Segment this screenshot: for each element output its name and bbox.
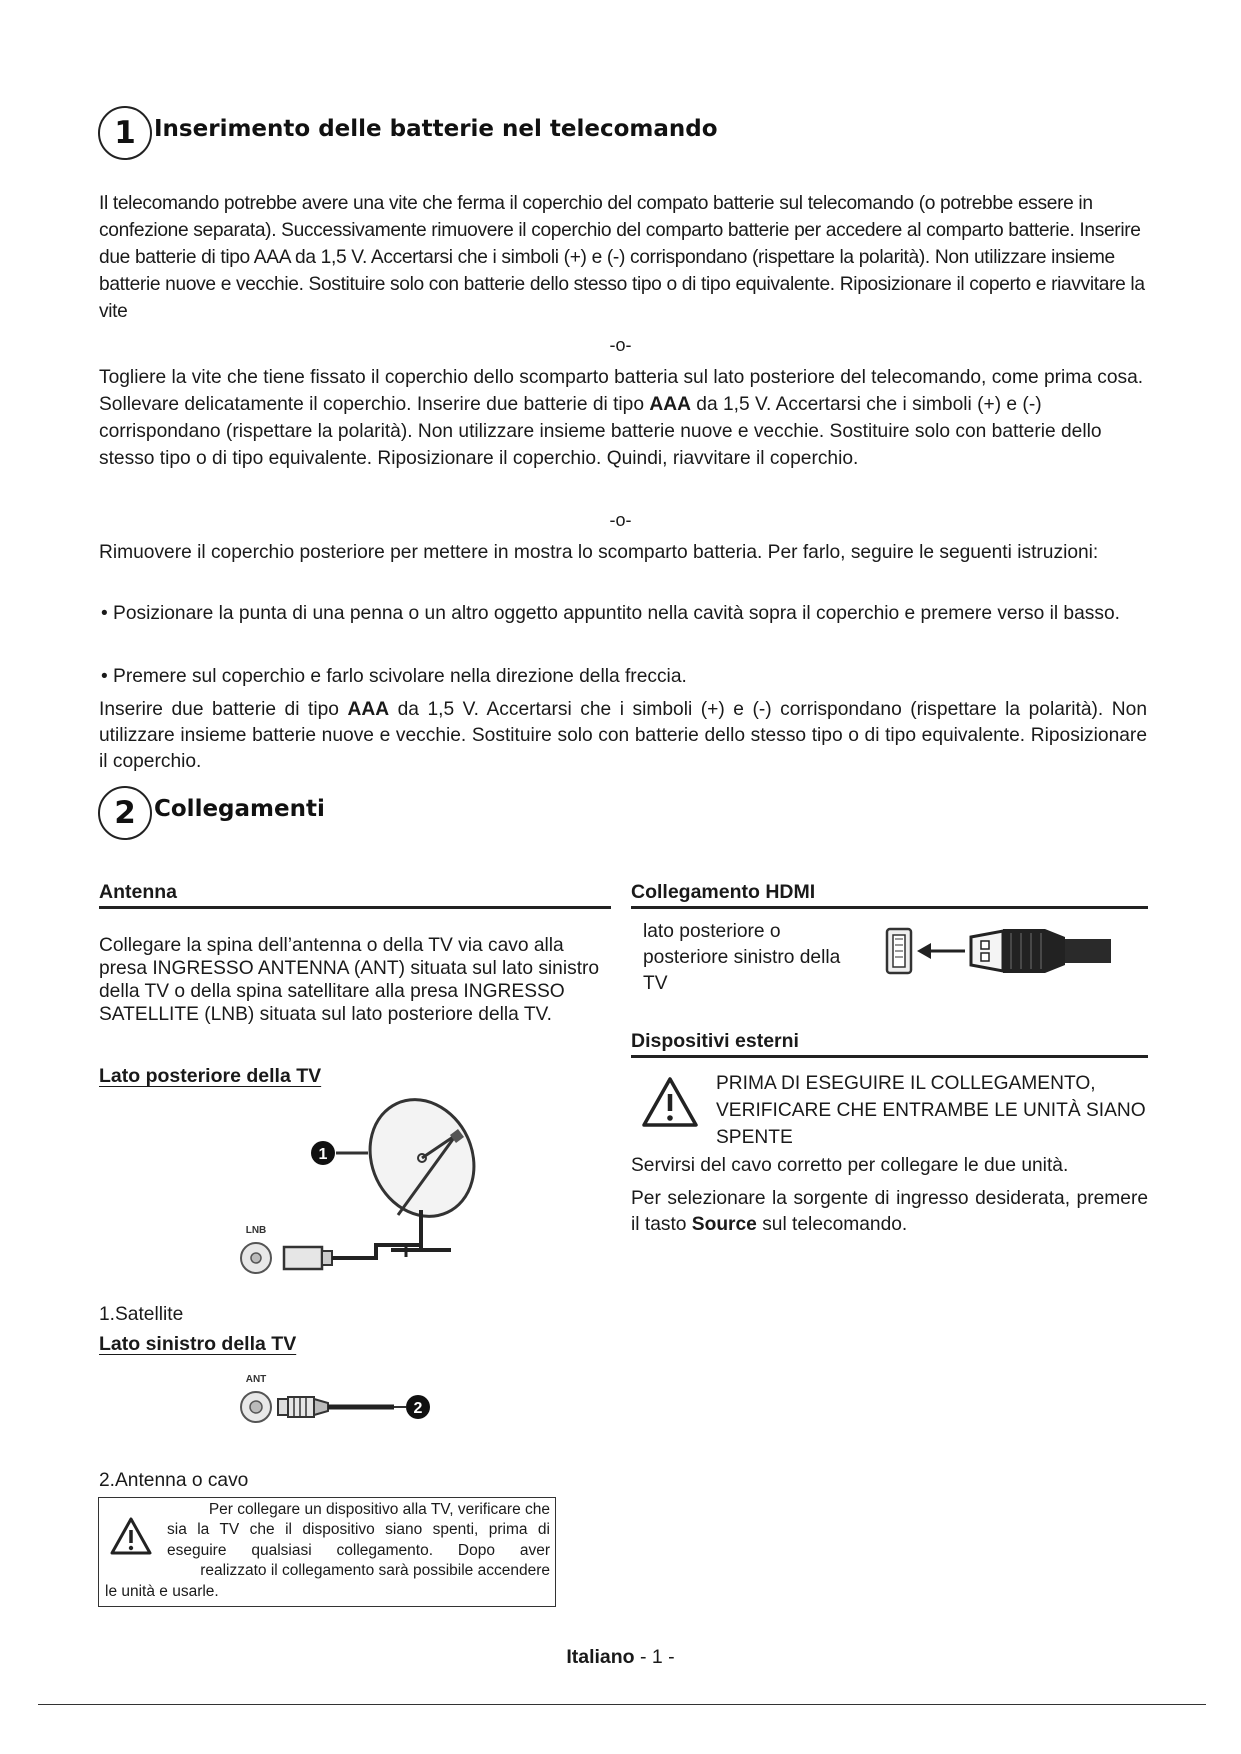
paragraph: Il telecomando potrebbe avere una vite che ferma il coperchio del compato batterie sul telecomando (o potrebbe essere in confezione separata). Successivamente rimuovere il coperchio del comparto batterie per accedere al comparto batterie. Inserire due batterie di tipo AAA da 1,5 V. Accertarsi che i simboli (+) e (-) corrispondano (rispettare la polarità). Non utilizzare insieme batterie nuove e vecchie. Sostituire solo con batterie dello stesso tipo o di tipo equivalente. Riposizionare il coperto e riavvitare la vite: [99, 193, 1145, 322]
paragraph: Togliere la vite che tiene fissato il coperchio dello scomparto batteria sul lato posteriore del telecomando, come prima cosa. Sollevare delicatamente il coperchio. Inserire due batterie di tipo AAA da 1,5 V. Accertarsi che i simboli (+) e (-) corrispondano (rispettare la polarità). Non utilizzare insieme batterie nuove e vecchie. Sostituire solo con batterie dello stesso tipo o di tipo equivalente. Riposizionare il coperchio. Quindi, riavvitare il coperchio.: [99, 367, 1144, 469]
section-2-header: [98, 786, 325, 840]
paragraph: Inserire due batterie di tipo AAA da 1,5 V. Accertarsi che i simboli (+) e (-) corrispondano (rispettare la polarità). Non utilizzare insieme batterie nuove e vecchie. Sostituire solo con batterie dello stesso tipo o di tipo equivalente. Riposizionare il coperchio.: [99, 699, 1147, 772]
warning-box: [98, 1497, 556, 1607]
lnb-connector-icon: [284, 1247, 322, 1269]
section-title: Inserimento delle batterie nel telecomando: [154, 116, 718, 142]
footer-divider: [38, 1704, 1206, 1705]
hdmi-diagram: [885, 917, 1130, 982]
warning-icon: [640, 1075, 700, 1130]
paragraph: Rimuovere il coperchio posteriore per mettere in mostra lo scomparto batteria. Per farlo, seguire le seguenti istruzioni:: [99, 542, 1099, 563]
external-text: Servirsi del cavo corretto per collegare le due unità.: [631, 1155, 1069, 1176]
bullet-item: • Premere sul coperchio e farlo scivolare nella direzione della freccia.: [101, 666, 687, 687]
lnb-label: LNB: [245, 1225, 267, 1236]
external-warning-text: PRIMA DI ESEGUIRE IL COLLEGAMENTO, VERIFICARE CHE ENTRAMBE LE UNITÀ SIANO SPENTE: [716, 1073, 1146, 1148]
antenna-diagram: [226, 1370, 486, 1435]
section-number-badge: 1: [98, 106, 152, 160]
separator: -o-: [609, 335, 632, 355]
section-title: Collegamenti: [154, 796, 325, 822]
rear-tv-heading: Lato posteriore della TV: [99, 1065, 322, 1087]
antenna-text: Collegare la spina dell’antenna o della TV via cavo alla presa INGRESSO ANTENNA (ANT) situata sul lato sinistro della TV o della spina satellitare alla presa INGRESSO SATELLITE (LNB) situata sul lato posteriore della TV.: [99, 935, 600, 1025]
arrow-left-icon: [917, 943, 965, 959]
section-1-header: [98, 106, 718, 160]
warning-line: eseguire qualsiasi collegamento. Dopo aver: [167, 1542, 550, 1559]
hdmi-heading: Collegamento HDMI: [631, 881, 1148, 909]
ant-label: ANT: [245, 1374, 267, 1385]
hdmi-port-icon: [887, 929, 911, 973]
antenna-caption: 2.Antenna o cavo: [99, 1470, 249, 1491]
separator: -o-: [609, 510, 632, 530]
warning-line: realizzato il collegamento sarà possibile accendere: [200, 1562, 550, 1579]
warning-line: le unità e usarle.: [105, 1583, 219, 1600]
callout-number: 2: [413, 1400, 423, 1417]
left-tv-heading: Lato sinistro della TV: [99, 1333, 297, 1355]
section-number-badge: 2: [98, 786, 152, 840]
antenna-heading: Antenna: [99, 881, 611, 909]
satellite-caption: 1.Satellite: [99, 1304, 184, 1325]
warning-icon: [109, 1516, 153, 1556]
page-footer: Italiano - 1 -: [566, 1646, 675, 1668]
warning-line: sia la TV che il dispositivo siano spenti, prima di: [167, 1521, 550, 1538]
hdmi-text: lato posteriore o posteriore sinistro della TV: [643, 921, 841, 994]
external-text: Per selezionare la sorgente di ingresso desiderata, premere il tasto Source sul telecomando.: [631, 1188, 1148, 1235]
hdmi-cable-icon: [971, 929, 1111, 973]
coax-plug-icon: [278, 1397, 328, 1417]
warning-line: Per collegare un dispositivo alla TV, verificare che: [208, 1501, 550, 1518]
callout-number: 1: [318, 1146, 328, 1163]
external-devices-heading: Dispositivi esterni: [631, 1030, 1148, 1058]
bullet-item: • Posizionare la punta di una penna o un altro oggetto appuntito nella cavità sopra il coperchio e premere verso il basso.: [101, 603, 1120, 624]
satellite-diagram: [226, 1095, 486, 1280]
satellite-dish-icon: [351, 1095, 486, 1257]
